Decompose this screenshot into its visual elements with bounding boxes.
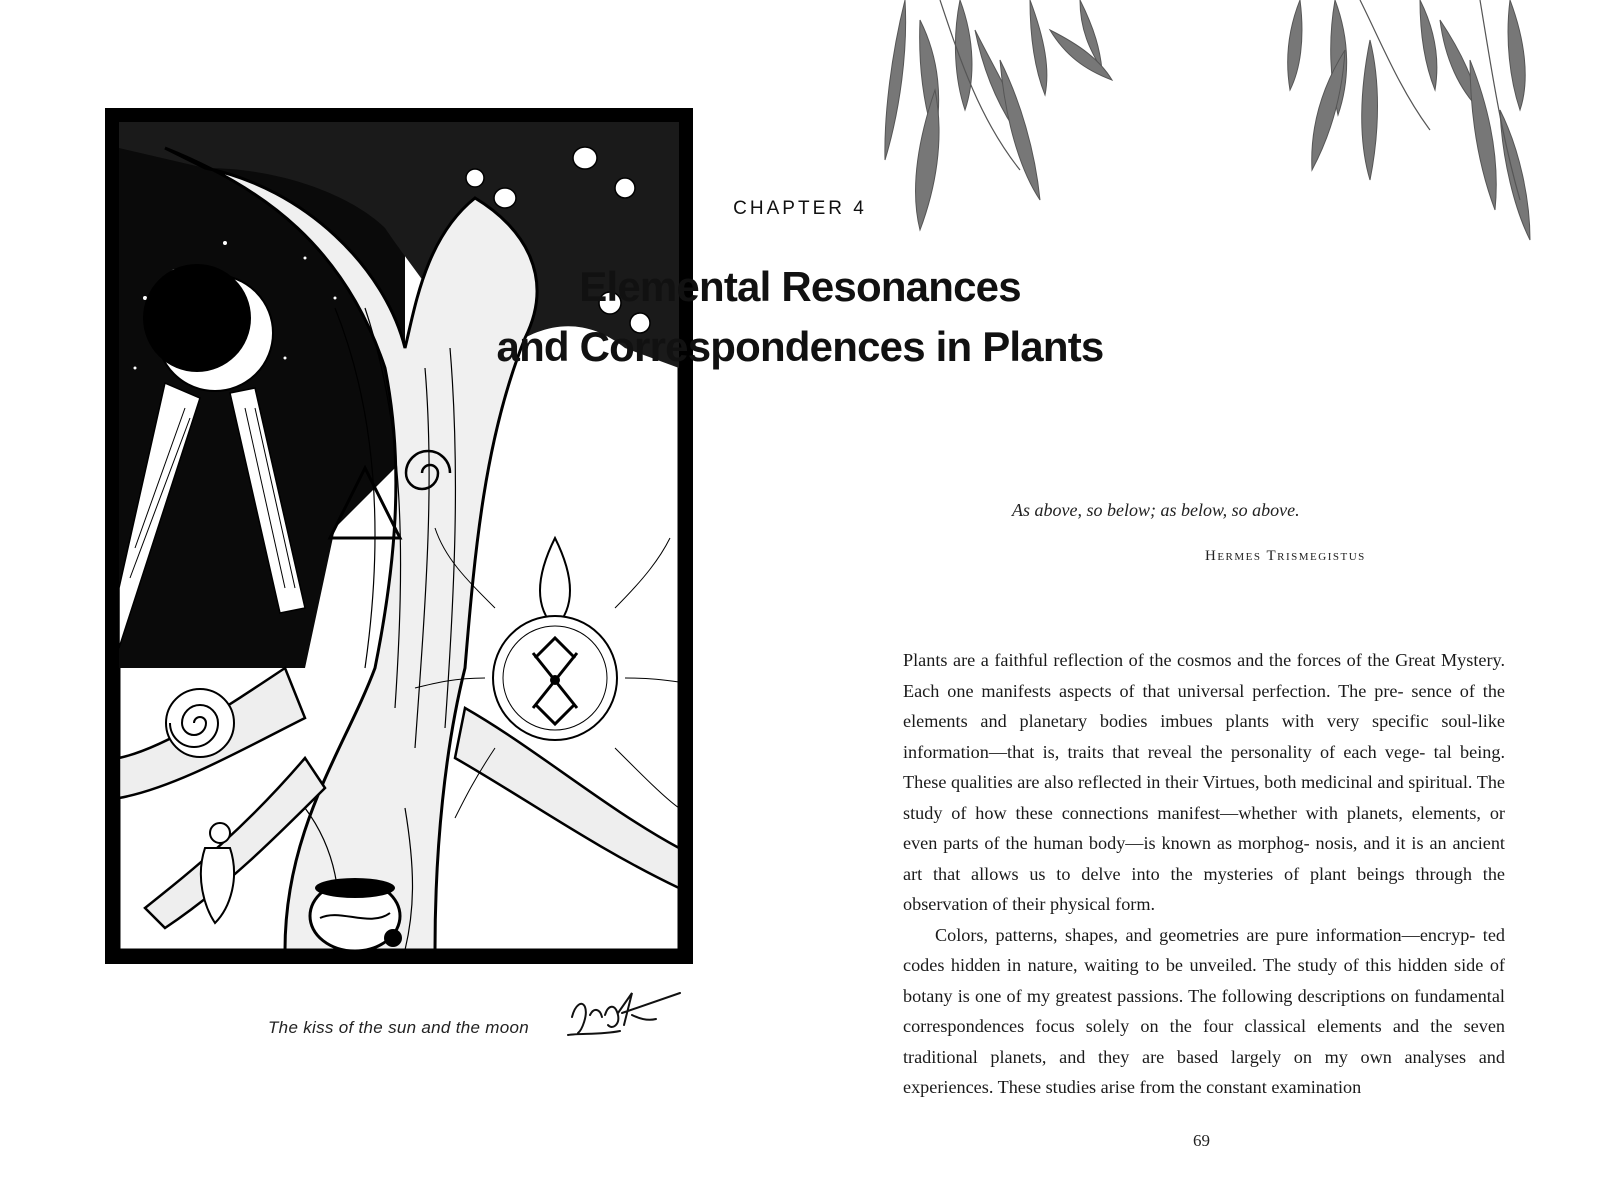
tree-sun-moon-illustration [105, 108, 693, 964]
chapter-title [0, 257, 1600, 377]
illustration-caption: The kiss of the sun and the moon [268, 1018, 529, 1037]
paragraph-2: Colors, patterns, shapes, and geometries are pure information—encryp- ted codes hidden in nature, waiting to be unveiled. The study of this hidden side of botany is one of my greatest passions. The following descriptions on fundamental correspondences focus solely on the four classical elements and the seven traditional planets, and they are based largely on my own analyses and experiences. These studies arise from the constant examination [903, 924, 1505, 1097]
paragraph-1: Plants are a faithful reflection of the cosmos and the forces of the Great Mystery. Each one manifests aspects of that universal perfection. The pre- sence of the elements and planetary bodies imbues plants with very specific soul-like information—that is, traits that reveal the personality of each vege- tal being. These qualities are also reflected in their Virtues, both medicinal and spiritual. The study of how these connections manifest—whether with planets, elements, or even parts of the human body—is known as morphog- nosis, and it is an ancient art that allows us to delve into the mysteries of plant beings through the observation of their physical form. [903, 650, 1505, 914]
chapter-title-line-1: Elemental Resonances [579, 263, 1021, 310]
chapter-label: CHAPTER 4 [733, 198, 867, 219]
chapter-title-line-2: and Correspondences in Plants [496, 323, 1104, 370]
artist-signature [560, 985, 690, 1045]
epigraph-quote: As above, so below; as below, so above. [1012, 500, 1300, 520]
page-number: 69 [1193, 1131, 1210, 1150]
body-text [903, 645, 1505, 1103]
epigraph-attribution: Hermes Trismegistus [1205, 548, 1366, 564]
